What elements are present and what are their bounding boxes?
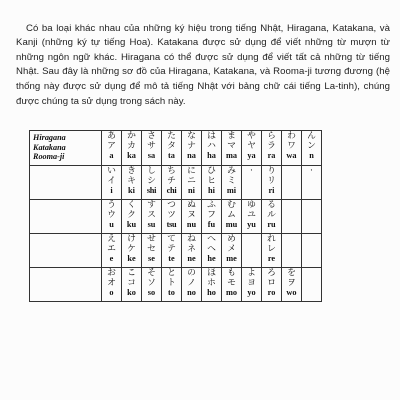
katakana-char: オ	[107, 278, 116, 289]
cell-mark: ·	[249, 166, 254, 176]
katakana-char: コ	[127, 278, 136, 289]
hiragana-char: つ	[167, 200, 176, 210]
hiragana-char: え	[107, 234, 116, 244]
hiragana-char: あ	[107, 131, 116, 141]
kana-cell	[162, 131, 182, 166]
kana-cell	[162, 234, 182, 268]
hiragana-char: い	[107, 166, 116, 176]
kana-cell	[122, 268, 142, 302]
hiragana-char: て	[167, 234, 176, 244]
kana-cell	[142, 131, 162, 166]
kana-cell	[242, 200, 262, 234]
kana-cell	[182, 131, 202, 166]
hiragana-char: る	[267, 200, 276, 210]
hiragana-char: に	[187, 166, 196, 176]
katakana-char: ソ	[147, 278, 156, 289]
romaji-text: a	[109, 151, 114, 161]
katakana-char: ク	[127, 210, 136, 221]
katakana-char: タ	[167, 141, 176, 152]
kana-cell	[282, 268, 302, 302]
kana-cell	[142, 234, 162, 268]
kana-cell	[162, 268, 182, 302]
hiragana-char: よ	[247, 268, 256, 278]
romaji-text: wo	[286, 288, 297, 298]
katakana-char: ヘ	[207, 244, 216, 255]
kana-cell	[122, 200, 142, 234]
romaji-text: ya	[247, 151, 256, 161]
hiragana-char: ち	[167, 166, 176, 176]
romaji-text: ta	[168, 151, 175, 161]
hiragana-char: へ	[207, 234, 216, 244]
kana-cell	[282, 131, 302, 166]
romaji-text: re	[267, 254, 276, 264]
katakana-char: モ	[227, 278, 236, 289]
script-label: Hiragana	[33, 133, 66, 142]
romaji-text: su	[147, 220, 156, 230]
kana-cell	[142, 166, 162, 200]
katakana-char: ヒ	[207, 176, 216, 187]
katakana-char: ロ	[267, 278, 276, 289]
hiragana-char: た	[167, 131, 176, 141]
katakana-char: レ	[267, 244, 276, 255]
katakana-char: ヨ	[247, 278, 256, 289]
hiragana-char: ん	[307, 131, 316, 141]
script-label: Katakana	[33, 142, 66, 152]
katakana-char: ヌ	[187, 210, 196, 221]
katakana-char: ム	[227, 210, 236, 221]
romaji-text: u	[109, 220, 114, 230]
katakana-char: ミ	[227, 176, 236, 187]
katakana-char: チ	[167, 176, 176, 187]
hiragana-char: け	[127, 234, 136, 244]
romaji-text: ni	[188, 186, 195, 196]
kana-cell	[222, 166, 242, 200]
kana-row	[30, 234, 322, 268]
romaji-text: ro	[267, 288, 276, 298]
kana-cell	[162, 200, 182, 234]
katakana-char: ト	[167, 278, 176, 289]
romaji-text: na	[187, 151, 196, 161]
kana-cell	[242, 166, 262, 200]
kana-row	[30, 131, 322, 166]
romaji-text: mo	[225, 288, 238, 298]
katakana-char: サ	[147, 141, 156, 152]
romaji-text: n	[309, 151, 314, 161]
hiragana-char: を	[287, 268, 296, 278]
romaji-text: o	[109, 288, 114, 298]
kana-cell	[302, 131, 322, 166]
romaji-text: chi	[166, 186, 177, 196]
romaji-text: yo	[247, 288, 256, 298]
romaji-text: nu	[186, 220, 197, 230]
kana-cell	[282, 234, 302, 268]
katakana-char: ケ	[127, 244, 136, 255]
kana-chart-table	[29, 130, 322, 302]
kana-row	[30, 268, 322, 302]
row-header-cell	[30, 166, 102, 200]
hiragana-char: さ	[147, 131, 156, 141]
romaji-text: fu	[207, 220, 216, 230]
romaji-text: mu	[225, 220, 238, 230]
hiragana-char: ま	[227, 131, 236, 141]
kana-cell	[242, 131, 262, 166]
romaji-text: ku	[126, 220, 137, 230]
hiragana-char: ら	[267, 131, 276, 141]
katakana-char: ヤ	[247, 141, 256, 152]
kana-cell	[302, 234, 322, 268]
kana-cell	[182, 166, 202, 200]
katakana-char: ウ	[107, 210, 116, 221]
hiragana-char: や	[247, 131, 256, 141]
romaji-text: ka	[127, 151, 136, 161]
kana-cell	[222, 268, 242, 302]
romaji-text: he	[207, 254, 216, 264]
katakana-char: シ	[147, 176, 156, 187]
katakana-char: ノ	[187, 278, 196, 289]
kana-cell	[242, 268, 262, 302]
hiragana-char: と	[167, 268, 176, 278]
katakana-char: ヲ	[287, 278, 296, 289]
kana-row	[30, 200, 322, 234]
hiragana-char: な	[187, 131, 196, 141]
hiragana-char: み	[227, 166, 236, 176]
hiragana-char: ひ	[207, 166, 216, 176]
katakana-char: フ	[207, 210, 216, 221]
hiragana-char: は	[207, 131, 216, 141]
hiragana-char: う	[107, 200, 116, 210]
romaji-text: yu	[247, 220, 256, 230]
kana-cell	[262, 200, 282, 234]
romaji-text: ki	[128, 186, 135, 196]
katakana-char: ラ	[267, 141, 276, 152]
kana-cell	[142, 200, 162, 234]
row-header-cell	[30, 268, 102, 302]
hiragana-char: せ	[147, 234, 156, 244]
romaji-text: hi	[208, 186, 215, 196]
katakana-char: エ	[107, 244, 116, 255]
hiragana-char: き	[127, 166, 136, 176]
romaji-text: me	[226, 254, 237, 264]
hiragana-char: の	[187, 268, 196, 278]
katakana-char: ツ	[167, 210, 176, 221]
hiragana-char: ふ	[207, 200, 216, 210]
kana-cell	[302, 200, 322, 234]
hiragana-char: ぬ	[187, 200, 196, 210]
kana-cell	[202, 131, 222, 166]
romaji-text: wa	[286, 151, 297, 161]
katakana-char: テ	[167, 244, 176, 255]
romaji-text: so	[147, 288, 156, 298]
kana-cell	[122, 166, 142, 200]
romaji-text: ko	[127, 288, 136, 298]
romaji-text: e	[109, 254, 114, 264]
romaji-text: ri	[268, 186, 275, 196]
katakana-char: キ	[127, 176, 136, 187]
kana-cell	[142, 268, 162, 302]
hiragana-char: ゆ	[247, 200, 256, 210]
katakana-char: ホ	[207, 278, 216, 289]
hiragana-char: ね	[187, 234, 196, 244]
hiragana-char: め	[227, 234, 236, 244]
romaji-text: ru	[267, 220, 276, 230]
romaji-text: ho	[207, 288, 216, 298]
kana-cell	[102, 268, 122, 302]
katakana-char: セ	[147, 244, 156, 255]
kana-cell	[202, 200, 222, 234]
kana-row	[30, 166, 322, 200]
kana-cell	[222, 200, 242, 234]
hiragana-char: す	[147, 200, 156, 210]
hiragana-char: お	[107, 268, 116, 278]
romaji-text: to	[168, 288, 175, 298]
kana-cell	[182, 200, 202, 234]
romaji-text: ke	[127, 254, 136, 264]
katakana-char: ス	[147, 210, 156, 221]
kana-cell	[222, 131, 242, 166]
romaji-text: ha	[207, 151, 216, 161]
row-header-cell	[30, 234, 102, 268]
kana-cell	[262, 268, 282, 302]
romaji-text: no	[187, 288, 196, 298]
kana-cell	[282, 166, 302, 200]
hiragana-char: こ	[127, 268, 136, 278]
kana-cell	[162, 166, 182, 200]
kana-chart-body	[30, 131, 322, 302]
kana-cell	[262, 131, 282, 166]
kana-cell	[202, 268, 222, 302]
hiragana-char: か	[127, 131, 136, 141]
kana-cell	[102, 131, 122, 166]
row-header-cell	[30, 200, 102, 234]
romaji-text: i	[110, 186, 113, 196]
kana-cell	[102, 200, 122, 234]
katakana-char: ン	[307, 141, 316, 152]
kana-cell	[222, 234, 242, 268]
kana-cell	[202, 234, 222, 268]
hiragana-char: し	[147, 166, 156, 176]
row-header-cell	[30, 131, 102, 166]
hiragana-char: れ	[267, 234, 276, 244]
katakana-char: ユ	[247, 210, 256, 221]
romaji-text: shi	[146, 186, 157, 196]
katakana-char: イ	[107, 176, 116, 187]
katakana-char: リ	[267, 176, 276, 187]
hiragana-char: も	[227, 268, 236, 278]
hiragana-char: む	[227, 200, 236, 210]
kana-cell	[182, 234, 202, 268]
romaji-text: mi	[226, 186, 237, 196]
romaji-text: sa	[147, 151, 156, 161]
katakana-char: ル	[267, 210, 276, 221]
kana-cell	[262, 234, 282, 268]
katakana-char: ニ	[187, 176, 196, 187]
romaji-text: tsu	[166, 220, 177, 230]
hiragana-char: り	[267, 166, 276, 176]
kana-cell	[102, 234, 122, 268]
hiragana-char: わ	[287, 131, 296, 141]
kana-cell	[242, 234, 262, 268]
kana-cell	[102, 166, 122, 200]
romaji-text: se	[148, 254, 155, 264]
hiragana-char: ほ	[207, 268, 216, 278]
romaji-text: ne	[187, 254, 196, 264]
katakana-char: ネ	[187, 244, 196, 255]
hiragana-char: そ	[147, 268, 156, 278]
hiragana-char: ろ	[267, 268, 276, 278]
katakana-char: メ	[227, 244, 236, 255]
kana-cell	[122, 131, 142, 166]
kana-cell	[122, 234, 142, 268]
romaji-text: ra	[267, 151, 276, 161]
cell-mark: ·	[309, 166, 314, 176]
kana-cell	[202, 166, 222, 200]
katakana-char: カ	[127, 141, 136, 152]
katakana-char: ナ	[187, 141, 196, 152]
katakana-char: マ	[227, 141, 236, 152]
hiragana-char: く	[127, 200, 136, 210]
kana-cell	[302, 268, 322, 302]
kana-cell	[282, 200, 302, 234]
kana-cell	[182, 268, 202, 302]
katakana-char: ハ	[207, 141, 216, 152]
romaji-text: ma	[225, 151, 238, 161]
katakana-char: ワ	[287, 141, 296, 152]
intro-paragraph: Có ba loại khác nhau của những ký hiệu trong tiếng Nhật, Hiragana, Katakana, và Kanji (những ký tự tiếng Hoa). Katakana được sử dụng để viết những từ mượn từ những ngôn ngữ khác. Hiragana có thể được sử dụng để viết tất cả những từ tiếng Nhật. Sau đây là những sơ đồ của Hiragana, Katakana, và Rooma-ji tương đương (hệ thống này được sử dụng để mô tả tiếng Nhật với bảng chữ cái tiếng La-tinh), chúng được chúng ta sử dụng trong sách này.	[16, 22, 390, 107]
romaji-text: te	[168, 254, 175, 264]
kana-cell	[302, 166, 322, 200]
kana-cell	[262, 166, 282, 200]
katakana-char: ア	[107, 141, 116, 152]
script-label: Rooma-ji	[33, 152, 65, 162]
